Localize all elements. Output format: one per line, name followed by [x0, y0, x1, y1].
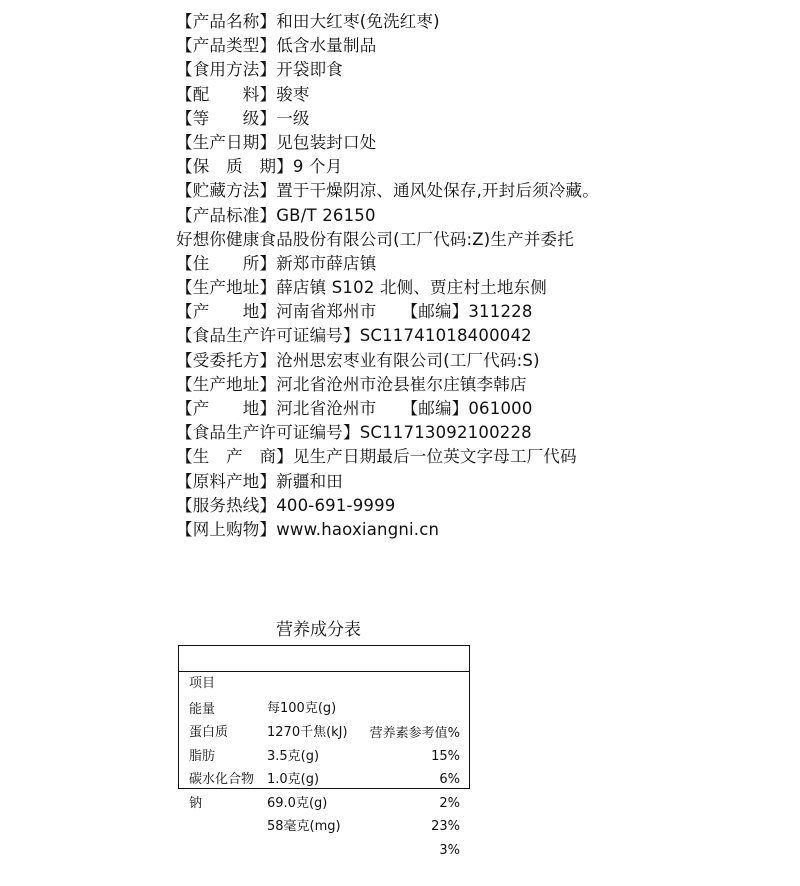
info-line-origin-1: 【产 地】河南省郑州市 【邮编】311228 — [176, 302, 533, 322]
row-amount: 69.0克(g) — [267, 795, 328, 811]
header-nrv: 营养素参考值% — [369, 726, 460, 741]
info-line-usage: 【食用方法】开袋即食 — [176, 60, 343, 80]
row-nrv: 15% — [431, 748, 460, 764]
info-line-origin-2: 【产 地】河北省沧州市 【邮编】061000 — [176, 399, 533, 418]
nutrition-table-title: 营养成分表 — [276, 620, 361, 640]
nutrition-table — [178, 645, 470, 858]
info-line-storage: 【贮藏方法】置于干燥阴凉、通风处保存,开封后须冷藏。 — [176, 181, 599, 201]
info-line-product-type: 【产品类型】低含水量制品 — [176, 36, 377, 56]
row-nrv: 3% — [439, 842, 460, 858]
info-line-manufacturer: 【生 产 商】见生产日期最后一位英文字母工厂代码 — [176, 447, 577, 467]
info-line-entrusted-party: 【受委托方】沧州思宏枣业有限公司(工厂代码:S) — [176, 350, 540, 370]
info-line-address: 【住 所】新郑市薛店镇 — [176, 253, 377, 273]
row-amount: 58毫克(mg) — [267, 819, 341, 834]
row-nrv: 23% — [431, 819, 460, 834]
info-line-grade: 【等 级】一级 — [176, 108, 310, 128]
info-line-raw-material-origin: 【原料产地】新疆和田 — [176, 471, 343, 491]
row-item: 能量 — [189, 701, 216, 717]
row-amount: 1270千焦(kJ) — [267, 725, 348, 740]
row-amount: 1.0克(g) — [267, 772, 320, 787]
info-line-production-address-2: 【生产地址】河北省沧州市沧县崔尔庄镇李韩店 — [176, 374, 527, 394]
product-info-list — [176, 10, 776, 542]
info-line-hotline: 【服务热线】400-691-9999 — [176, 495, 396, 515]
info-line-production-address-1: 【生产地址】薛店镇 S102 北侧、贾庄村土地东侧 — [176, 278, 547, 298]
row-item: 碳水化合物 — [189, 772, 255, 787]
info-line-production-date: 【生产日期】见包装封口处 — [176, 132, 377, 152]
info-line-shelf-life: 【保 质 期】9 个月 — [176, 157, 343, 177]
info-line-ingredients: 【配 料】骏枣 — [176, 84, 310, 104]
header-item: 项目 — [189, 676, 216, 691]
row-item: 蛋白质 — [189, 725, 229, 740]
row-item: 钠 — [189, 795, 203, 811]
info-line-producer: 好想你健康食品股份有限公司(工厂代码:Z)生产并委托 — [176, 229, 574, 249]
row-nrv: 2% — [439, 795, 460, 811]
row-item: 脂肪 — [189, 748, 216, 764]
info-line-standard: 【产品标准】GB/T 26150 — [176, 205, 376, 225]
row-amount: 3.5克(g) — [267, 748, 320, 764]
info-line-license-1: 【食品生产许可证编号】SC11741018400042 — [176, 326, 532, 346]
header-amount: 每100克(g) — [267, 701, 337, 716]
info-line-product-name: 【产品名称】和田大红枣(免洗红枣) — [176, 12, 440, 31]
row-nrv: 6% — [439, 772, 460, 787]
info-line-license-2: 【食品生产许可证编号】SC11713092100228 — [176, 423, 532, 443]
info-line-online-shop: 【网上购物】www.haoxiangni.cn — [176, 519, 440, 539]
